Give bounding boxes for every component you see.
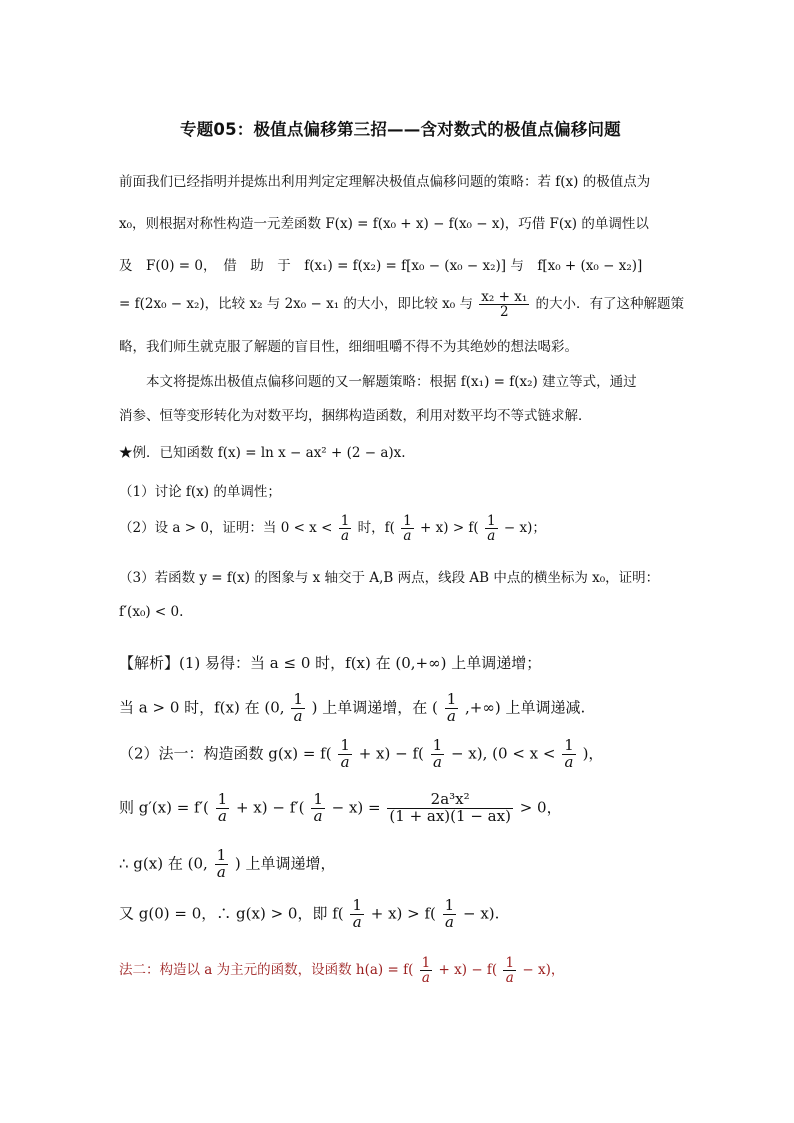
fraction-one-over-a — [562, 738, 576, 771]
fraction-numerator: 1 — [486, 513, 496, 529]
fraction-denominator: a — [313, 806, 323, 825]
s4-part-b: + x) − f′( — [235, 798, 305, 817]
s2-part-c: ,+∞) 上单调递减. — [465, 698, 586, 717]
question-3: （3）若函数 y = f(x) 的图象与 x 轴交于 A,B 两点，线段 AB 中点的横坐标为 x₀，证明： — [119, 570, 660, 586]
fraction-denominator: a — [340, 528, 350, 545]
fraction-numerator: 1 — [217, 790, 228, 808]
q2-part-a: （2）设 a > 0，证明：当 0 < x < — [119, 520, 333, 537]
fraction-numerator: 1 — [352, 896, 362, 914]
fraction-denominator: (1 + ax)(1 − ax) — [389, 806, 511, 825]
intro-line-1: 前面我们已经指明并提炼出利用判定定理解决极值点偏移问题的策略：若 f(x) 的极值点为 — [119, 174, 651, 190]
fraction-one-over-a — [443, 898, 457, 931]
fraction-numerator: 1 — [340, 513, 350, 529]
intro-line-2: x₀，则根据对称性构造一元差函数 F(x) = f(x₀ + x) − f(x₀ − x)，巧借 F(x) 的单调性以 — [119, 216, 649, 232]
fraction-one-over-a — [420, 956, 433, 985]
q2-part-d: − x)； — [503, 520, 546, 537]
intro-line-4b: 的大小．有了这种解题策 — [535, 296, 685, 313]
intro-line-5: 略，我们师生就克服了解题的盲目性，细细咀嚼不得不为其绝妙的想法喝彩。 — [119, 339, 578, 355]
fraction-numerator: 1 — [216, 846, 227, 864]
s2-part-a: 当 a > 0 时，f(x) 在 (0, — [119, 698, 285, 717]
fraction-one-over-a — [485, 514, 498, 543]
fraction-denominator: a — [564, 752, 574, 771]
fraction-numerator: 1 — [564, 736, 574, 754]
s7-part-a: 法二：构造以 a 为主元的函数，设函数 h(a) = f( — [119, 962, 414, 979]
fraction-denominator: a — [216, 862, 226, 881]
fraction-numerator: 1 — [505, 955, 515, 971]
fraction-numerator: x₂ + x₁ — [481, 289, 528, 305]
fraction-one-over-a — [350, 898, 364, 931]
q2-part-b: 时，f( — [357, 520, 395, 537]
fraction-denominator: a — [505, 970, 514, 987]
fraction-numerator: 1 — [340, 736, 350, 754]
fraction-denominator: a — [446, 706, 456, 725]
example-heading: ★例．已知函数 f(x) = ln x − ax² + (2 − a)x. — [119, 445, 406, 461]
fraction-numerator: 2a³x² — [387, 792, 513, 809]
fraction-denominator: a — [293, 706, 303, 725]
fraction-one-over-a — [339, 514, 352, 543]
q2-part-c: + x) > f( — [420, 520, 479, 537]
s3-part-b: + x) − f( — [358, 744, 424, 763]
fraction-denominator: a — [421, 970, 430, 987]
paragraph-2-line-2: 消参、恒等变形转化为对数平均，捆绑构造函数，利用对数平均不等式链求解． — [119, 408, 592, 424]
s7-part-b: + x) − f( — [438, 962, 498, 979]
s4-part-d: > 0， — [519, 798, 562, 817]
fraction-numerator: 1 — [432, 736, 443, 754]
fraction-one-over-a — [503, 956, 516, 985]
fraction-denominator: a — [403, 528, 412, 545]
fraction-one-over-a — [311, 792, 325, 825]
fraction-denominator: a — [444, 912, 454, 931]
fraction-denominator: a — [352, 912, 362, 931]
fraction-one-over-a — [291, 692, 305, 725]
fraction-numerator: 1 — [421, 955, 431, 971]
fraction-denominator: a — [487, 528, 496, 545]
s3-part-a: （2）法一：构造函数 g(x) = f( — [119, 744, 332, 763]
fraction-denominator: 2 — [499, 304, 509, 321]
fraction-one-over-a — [216, 792, 230, 825]
fraction-x2-plus-x1-over-2 — [479, 290, 529, 319]
intro-line-4 — [119, 289, 685, 321]
method-2-line — [119, 956, 679, 985]
solution-part-2-method-1 — [119, 738, 679, 771]
fraction-numerator: 1 — [293, 690, 303, 708]
page-title: 专题05：极值点偏移第三招——含对数式的极值点偏移问题 — [180, 120, 621, 139]
fraction-derivative — [387, 792, 513, 825]
s6-part-b: + x) > f( — [370, 904, 436, 923]
s4-part-c: − x) = — [331, 798, 381, 817]
final-inequality — [119, 898, 679, 931]
s2-part-b: ) 上单调递增，在 ( — [311, 698, 438, 717]
solution-part-1: 【解析】(1) 易得：当 a ≤ 0 时，f(x) 在 (0,+∞) 上单调递增； — [119, 654, 542, 672]
monotonic-conclusion — [119, 848, 679, 881]
intro-line-3: 及 F(0) = 0， 借 助 于 f(x₁) = f(x₂) = f[x₀ − (x₀ − x₂)] 与 f[x₀ + (x₀ − x₂)] — [119, 258, 643, 274]
fraction-one-over-a — [215, 848, 229, 881]
fraction-one-over-a — [445, 692, 459, 725]
s3-part-c: − x), (0 < x < — [450, 744, 556, 763]
fraction-denominator: a — [340, 752, 350, 771]
fraction-numerator: 1 — [446, 690, 457, 708]
intro-line-4a: = f(2x₀ − x₂)，比较 x₂ 与 2x₀ − x₁ 的大小，即比较 x₀ 与 — [119, 296, 473, 313]
s5-part-a: ∴ g(x) 在 (0, — [119, 854, 208, 873]
s6-part-c: − x). — [463, 904, 500, 923]
fraction-denominator: a — [432, 752, 442, 771]
fraction-one-over-a — [401, 514, 414, 543]
derivative-line — [119, 792, 679, 825]
s4-part-a: 则 g′(x) = f′( — [119, 798, 209, 817]
solution-part-1b — [119, 692, 679, 725]
question-1: （1）讨论 f(x) 的单调性； — [119, 484, 281, 500]
fraction-numerator: 1 — [313, 790, 323, 808]
s6-part-a: 又 g(0) = 0，∴ g(x) > 0，即 f( — [119, 904, 344, 923]
question-2 — [119, 514, 679, 543]
fraction-one-over-a — [338, 738, 352, 771]
fraction-numerator: 1 — [403, 513, 412, 529]
paragraph-2-line-1: 本文将提炼出极值点偏移问题的又一解题策略：根据 f(x₁) = f(x₂) 建立等式，通过 — [146, 374, 637, 390]
question-3-conclusion: f′(x₀) < 0. — [119, 604, 184, 620]
fraction-one-over-a — [431, 738, 445, 771]
fraction-denominator: a — [217, 806, 227, 825]
fraction-numerator: 1 — [444, 896, 455, 914]
s3-part-d: )， — [582, 744, 604, 763]
s5-part-b: ) 上单调递增， — [234, 854, 336, 873]
s7-part-c: − x)， — [522, 962, 565, 979]
